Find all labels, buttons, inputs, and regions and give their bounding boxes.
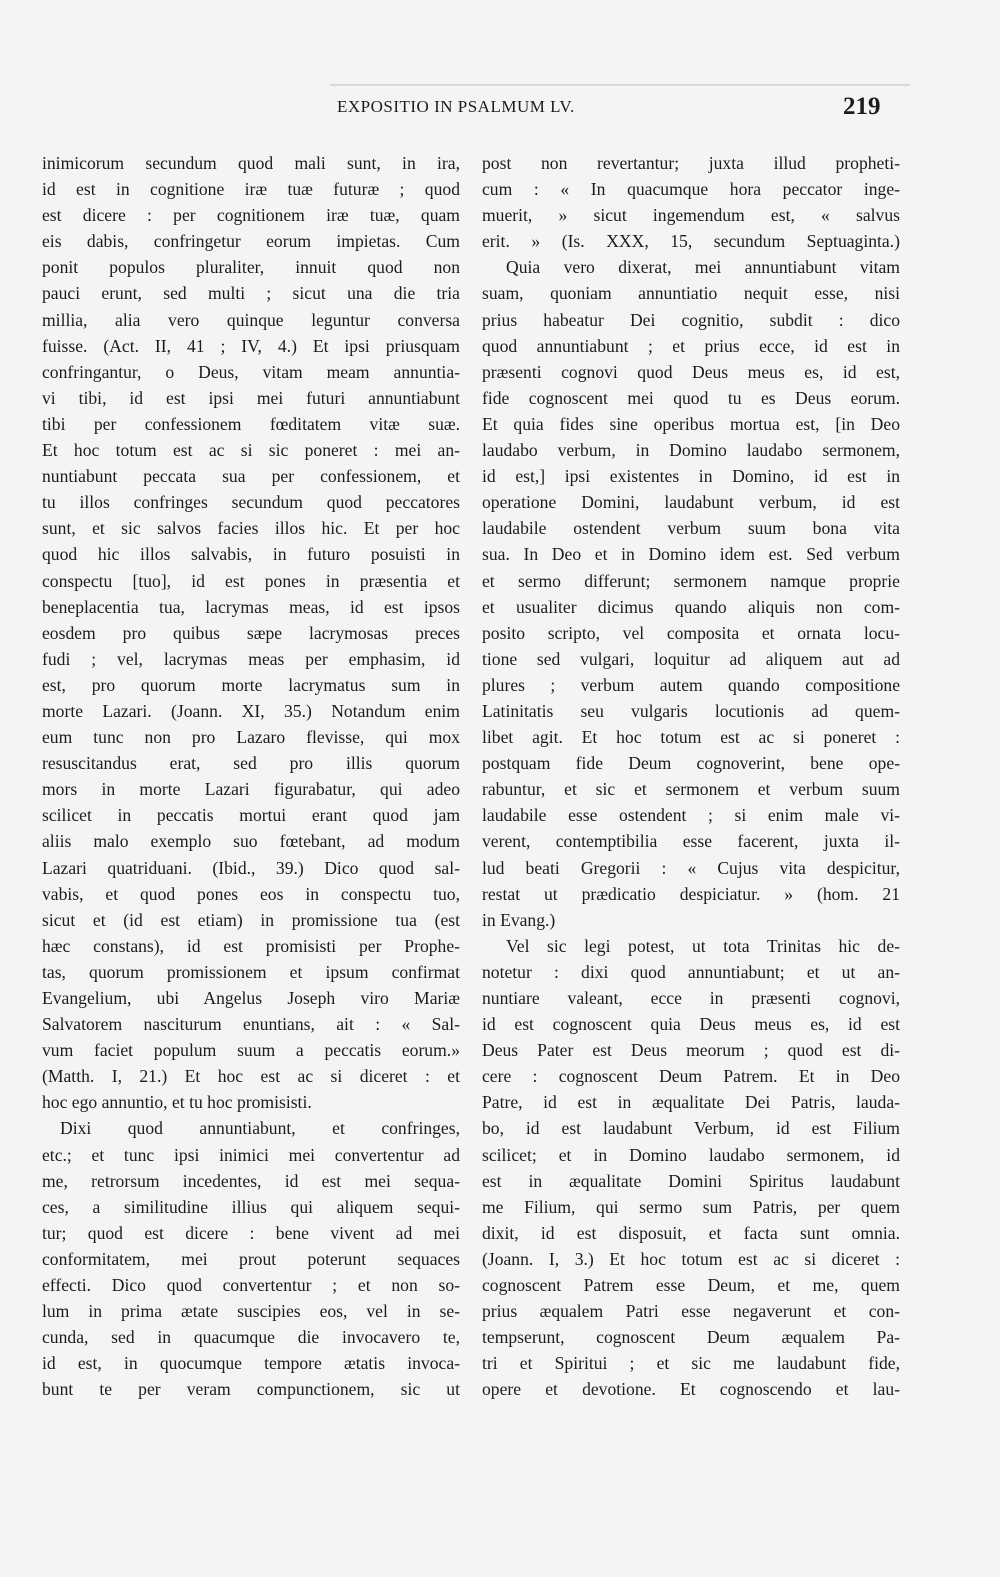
left-text-column [42,150,460,1403]
bleed-through-rule [330,84,910,86]
text-line: quod hic illos salvabis, in futuro posuisti in [42,544,460,565]
text-line: nuntiabunt peccata sua per confessionem, et [42,466,460,487]
text-line: nuntiare valeant, ecce in præsenti cognovi, [482,988,900,1008]
text-line: est dicere : per cognitionem iræ tuæ, quam [42,205,460,226]
text-line: Et quia fides sine operibus mortua est, [in Deo [482,413,900,434]
text-line: sicut et (id est etiam) in promissione tua (est [42,909,460,930]
text-line: opere et devotione. Et cognoscendo et lau- [482,1379,900,1400]
text-line: mors in morte Lazari figurabatur, qui adeo [42,779,460,800]
text-line: est, pro quorum morte lacrymatus sum in [42,674,460,695]
text-line: lum in prima ætate suscipies eos, vel in se- [42,1301,460,1322]
text-line: aliis malo exemplo suo fœtebant, ad modum [42,831,460,852]
text-line: conspectu [tuo], id est pones in præsentia et [42,570,460,591]
text-line: Dixi quod annuntiabunt, et confringes, [60,1118,460,1139]
text-line: Salvatorem nasciturum enuntians, ait : « Sal- [42,1014,460,1035]
text-line: operatione Domini, laudabunt verbum, id est [482,492,900,513]
text-line: pauci erunt, sed multi ; sicut una die tria [42,283,460,304]
text-line: inimicorum secundum quod mali sunt, in ira, [42,153,460,173]
text-line: verent, contemptibilia esse facerent, juxta il- [482,831,900,852]
text-line: tempserunt, cognoscent Deum æqualem Pa- [482,1327,900,1348]
text-line: dixit, id est disposuit, et facta sunt omnia. [482,1222,900,1243]
text-line: Quia vero dixerat, mei annuntiabunt vitam [506,257,900,278]
text-line: hæc constans), id est promisisti per Prophe- [42,935,460,956]
text-line: Lazari quatriduani. (Ibid., 39.) Dico quod sal- [42,857,460,878]
text-line: id est,] ipsi existentes in Domino, id est in [482,466,900,487]
text-line: postquam fide Deum cognoverint, bene ope- [482,753,900,774]
text-line: effecti. Dico quod convertentur ; et non so- [42,1275,460,1296]
text-line: tu illos confringes secundum quod peccatores [42,492,460,513]
text-line: tri et Spiritui ; et sic me laudabunt fide, [482,1353,900,1374]
text-line: libet agit. Et hoc totum est ac si poneret : [482,727,900,748]
text-line: sua. In Deo et in Domino idem est. Sed verbum [482,544,900,565]
text-line: est in æqualitate Domini Spiritus laudabunt [482,1170,900,1191]
running-head [0,95,1000,125]
text-line: conformitatem, mei prout poterunt sequaces [42,1248,460,1269]
text-line: tur; quod est dicere : bene vivent ad mei [42,1222,460,1243]
text-line: etc.; et tunc ipsi inimici mei convertentur ad [42,1144,460,1165]
text-line: eis dabis, confringetur eorum impietas. Cum [42,231,460,252]
text-line: scilicet; et in Domino laudabo sermonem, id [482,1144,900,1165]
text-line: et sermo differunt; sermonem namque proprie [482,570,900,591]
text-line: fuisse. (Act. II, 41 ; IV, 4.) Et ipsi priusquam [42,335,460,356]
text-line: sunt, et sic salvos facies illos hic. Et per hoc [42,518,460,539]
text-line: quod annuntiabunt ; et prius ecce, id est in [482,335,900,356]
text-line: post non revertantur; juxta illud propheti- [482,153,900,173]
text-line: (Joann. I, 3.) Et hoc totum est ac si diceret : [482,1248,900,1269]
text-line: restat ut prædicatio despiciatur. » (hom. 21 [482,883,900,904]
text-line: (Matth. I, 21.) Et hoc est ac si diceret : et [42,1066,460,1087]
page-number: 219 [843,93,881,120]
text-line: ces, a similitudine illius qui aliquem sequi- [42,1196,460,1217]
text-line: rabuntur, et sic et sermonem et verbum suum [482,779,900,800]
text-line: id est in cognitione iræ tuæ futuræ ; quod [42,179,460,200]
text-line: cunda, sed in quacumque die invocavero te, [42,1327,460,1348]
text-line: prius æqualem Patri esse negaverunt et con- [482,1301,900,1322]
text-line: Et hoc totum est ac si sic poneret : mei an- [42,440,460,461]
text-line: id est cognoscent quia Deus meus es, id est [482,1014,900,1035]
text-line: fudi ; vel, lacrymas meas per emphasim, id [42,648,460,669]
text-line: erit. » (Is. XXX, 15, secundum Septuaginta.) [482,231,900,252]
text-line: Latinitatis seu vulgaris locutionis ad quem- [482,700,900,721]
text-line: id est, in quocumque tempore ætatis invoca- [42,1353,460,1374]
text-line: cum : « In quacumque hora peccator inge- [482,179,900,200]
text-line: Evangelium, ubi Angelus Joseph viro Mariæ [42,988,460,1008]
text-line: posito scripto, vel composita et ornata locu- [482,622,900,643]
text-line: scilicet in peccatis mortui erant quod jam [42,805,460,826]
text-line: et usualiter dicimus quando aliquis non com- [482,596,900,617]
text-line: Deus Pater est Deus meorum ; quod est di- [482,1040,900,1061]
text-line: eum tunc non pro Lazaro flevisse, qui mox [42,727,460,748]
text-line: bunt te per veram compunctionem, sic ut [42,1379,460,1400]
text-line: laudabile ostendent verbum suum bona vita [482,518,900,539]
text-line: suam, quoniam annuntiatio nequit esse, nisi [482,283,900,304]
text-line: tas, quorum promissionem et ipsum confirmat [42,961,460,982]
text-line: ponit populos pluraliter, innuit quod non [42,257,460,278]
text-line: cognoscent Patrem esse Deum, et me, quem [482,1275,900,1296]
text-line: confringantur, o Deus, vitam meam annuntia- [42,361,460,382]
text-line: tione sed vulgari, loquitur ad aliquem aut ad [482,648,900,669]
text-line: muerit, » sicut ingemendum est, « salvus [482,205,900,226]
text-line: me, retrorsum incedentes, id est mei sequa- [42,1170,460,1191]
text-line: eosdem pro quibus sæpe lacrymosas preces [42,622,460,643]
text-line: plures ; verbum autem quando compositione [482,674,900,695]
text-line: fide cognoscent mei quod tu es Deus eorum. [482,387,900,408]
text-line: cere : cognoscent Deum Patrem. Et in Deo [482,1066,900,1087]
text-line: in Evang.) [482,909,556,930]
text-line: præsenti cognovi quod Deus meus es, id est, [482,361,900,382]
text-line: beneplacentia tua, lacrymas meas, id est ipsos [42,596,460,617]
text-line: Vel sic legi potest, ut tota Trinitas hic de- [506,935,900,956]
right-text-column [482,150,900,1403]
text-line: resuscitandus erat, sed pro illis quorum [42,753,460,774]
text-line: morte Lazari. (Joann. XI, 35.) Notandum enim [42,700,460,721]
text-line: bo, id est laudabunt Verbum, id est Filium [482,1118,900,1139]
text-line: me Filium, qui sermo sum Patris, per quem [482,1196,900,1217]
text-line: vabis, et quod pones eos in conspectu tuo, [42,883,460,904]
text-line: lud beati Gregorii : « Cujus vita despicitur, [482,857,900,878]
text-line: Patre, id est in æqualitate Dei Patris, lauda- [482,1092,900,1113]
text-line: laudabo verbum, in Domino laudabo sermonem, [482,440,900,461]
text-line: vum faciet populum suum a peccatis eorum.» [42,1040,460,1061]
text-line: hoc ego annuntio, et tu hoc promisisti. [42,1092,312,1113]
text-line: vi tibi, id est ipsi mei futuri annuntiabunt [42,387,460,408]
text-line: laudabile esse ostendent ; si enim male vi- [482,805,900,826]
text-line: prius habeatur Dei cognitio, subdit : dico [482,309,900,330]
text-line: millia, alia vero quinque leguntur conversa [42,309,460,330]
running-title: EXPOSITIO IN PSALMUM LV. [337,97,575,116]
text-line: tibi per confessionem fœditatem vitæ suæ. [42,413,460,434]
text-line: notetur : dixi quod annuntiabunt; et ut an- [482,961,900,982]
